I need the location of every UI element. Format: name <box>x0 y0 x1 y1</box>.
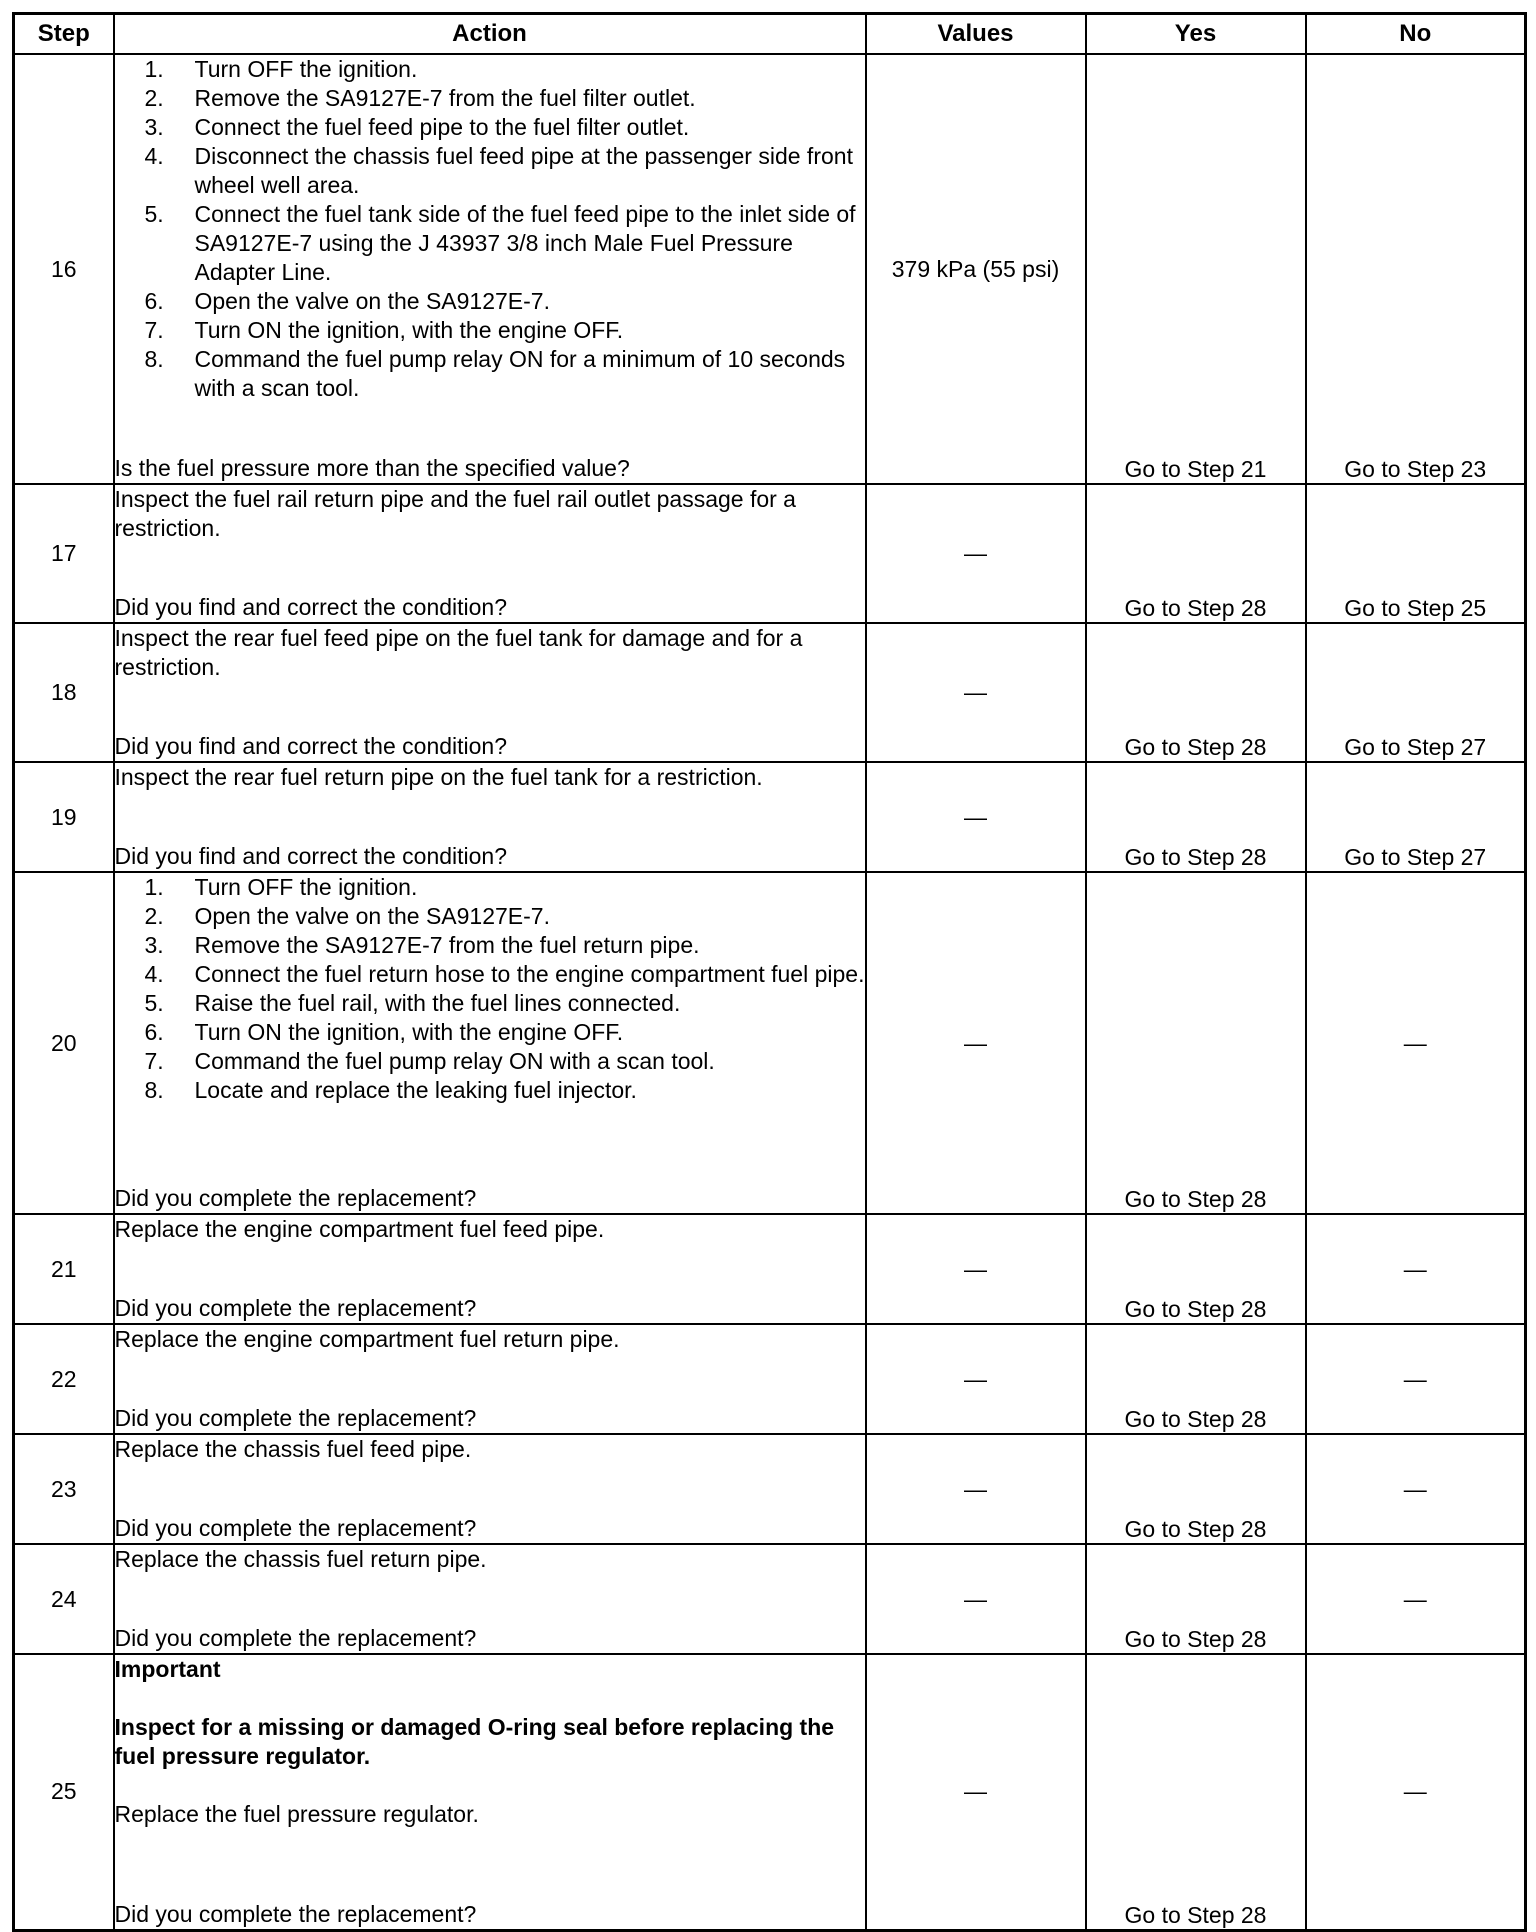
list-item: 4. Connect the fuel return hose to the engine compartment fuel pipe. <box>144 961 865 987</box>
important-text: Inspect for a missing or damaged O-ring seal before replacing the fuel pressure regulator. <box>114 1714 835 1769</box>
step-number: 18 <box>14 623 114 762</box>
header-action: Action <box>114 14 866 55</box>
action-cell <box>114 1214 866 1324</box>
list-item: 1. Turn OFF the ignition. <box>144 874 418 900</box>
no-cell: Go to Step 25 <box>1306 484 1526 623</box>
yes-cell: Go to Step 28 <box>1086 1324 1306 1434</box>
table-row <box>14 1434 1526 1544</box>
action-cell <box>114 872 866 1214</box>
table-row <box>14 484 1526 623</box>
question-text: Did you complete the replacement? <box>114 1185 477 1211</box>
value-cell: — <box>866 872 1086 1214</box>
question-text: Did you complete the replacement? <box>114 1405 477 1431</box>
question-text: Did you find and correct the condition? <box>114 594 508 620</box>
list-item: 7. Turn ON the ignition, with the engine OFF. <box>144 317 624 343</box>
header-values: Values <box>866 14 1086 55</box>
action-cell <box>114 1324 866 1434</box>
list-item: 5. Connect the fuel tank side of the fuel feed pipe to the inlet side of SA9127E-7 using the J 43937 3/8 inch Male Fuel Pressure Adapter Line. <box>144 201 856 285</box>
action-text: Replace the chassis fuel feed pipe. <box>114 1436 472 1462</box>
substep-list <box>115 55 865 403</box>
yes-cell: Go to Step 21 <box>1086 54 1306 484</box>
question-text: Is the fuel pressure more than the specified value? <box>114 455 630 481</box>
action-cell <box>114 1434 866 1544</box>
list-item: 7. Command the fuel pump relay ON with a scan tool. <box>144 1048 715 1074</box>
yes-cell: Go to Step 28 <box>1086 872 1306 1214</box>
list-item: 1. Turn OFF the ignition. <box>144 56 418 82</box>
step-number: 25 <box>14 1654 114 1930</box>
no-cell: — <box>1306 1654 1526 1930</box>
important-label: Important <box>114 1656 221 1682</box>
yes-cell: Go to Step 28 <box>1086 623 1306 762</box>
question-text: Did you complete the replacement? <box>114 1625 477 1651</box>
table-row <box>14 872 1526 1214</box>
yes-cell: Go to Step 28 <box>1086 1214 1306 1324</box>
step-number: 21 <box>14 1214 114 1324</box>
list-item: 3. Connect the fuel feed pipe to the fuel filter outlet. <box>144 114 690 140</box>
action-text: Replace the fuel pressure regulator. <box>114 1801 479 1827</box>
question-text: Did you complete the replacement? <box>114 1900 477 1927</box>
value-cell: — <box>866 1654 1086 1930</box>
table-row <box>14 623 1526 762</box>
action-text: Replace the engine compartment fuel feed pipe. <box>114 1216 605 1242</box>
yes-cell: Go to Step 28 <box>1086 762 1306 872</box>
list-item: 6. Open the valve on the SA9127E-7. <box>144 288 550 314</box>
value-cell: — <box>866 623 1086 762</box>
action-cell <box>114 762 866 872</box>
action-text: Replace the engine compartment fuel return pipe. <box>114 1326 620 1352</box>
table-row <box>14 762 1526 872</box>
action-text: Replace the chassis fuel return pipe. <box>114 1546 487 1572</box>
substep-list <box>115 873 865 1105</box>
action-cell <box>114 484 866 623</box>
value-cell: — <box>866 1324 1086 1434</box>
action-cell <box>114 1654 866 1930</box>
value-cell: — <box>866 1434 1086 1544</box>
list-item: 5. Raise the fuel rail, with the fuel lines connected. <box>144 990 681 1016</box>
step-number: 16 <box>14 54 114 484</box>
no-cell: — <box>1306 1544 1526 1654</box>
no-cell: Go to Step 23 <box>1306 54 1526 484</box>
value-cell: — <box>866 1214 1086 1324</box>
yes-cell: Go to Step 28 <box>1086 484 1306 623</box>
no-cell: Go to Step 27 <box>1306 623 1526 762</box>
list-item: 8. Locate and replace the leaking fuel injector. <box>144 1077 637 1103</box>
list-item: 6. Turn ON the ignition, with the engine OFF. <box>144 1019 624 1045</box>
table-row <box>14 1544 1526 1654</box>
question-text: Did you find and correct the condition? <box>114 733 508 759</box>
header-no: No <box>1306 14 1526 55</box>
header-step: Step <box>14 14 114 55</box>
table-row <box>14 1654 1526 1930</box>
action-cell <box>114 54 866 484</box>
step-number: 19 <box>14 762 114 872</box>
step-number: 17 <box>14 484 114 623</box>
table-row <box>14 1324 1526 1434</box>
no-cell: — <box>1306 872 1526 1214</box>
step-number: 23 <box>14 1434 114 1544</box>
question-text: Did you complete the replacement? <box>114 1515 477 1541</box>
yes-cell: Go to Step 28 <box>1086 1654 1306 1930</box>
value-cell: — <box>866 1544 1086 1654</box>
question-text: Did you find and correct the condition? <box>114 843 508 869</box>
value-cell: — <box>866 484 1086 623</box>
no-cell: Go to Step 27 <box>1306 762 1526 872</box>
list-item: 2. Open the valve on the SA9127E-7. <box>144 903 550 929</box>
step-number: 22 <box>14 1324 114 1434</box>
action-cell <box>114 1544 866 1654</box>
step-number: 20 <box>14 872 114 1214</box>
header-row <box>14 14 1526 55</box>
no-cell: — <box>1306 1324 1526 1434</box>
list-item: 8. Command the fuel pump relay ON for a minimum of 10 seconds with a scan tool. <box>144 346 846 401</box>
action-text: Inspect the rear fuel feed pipe on the fuel tank for damage and for a restriction. <box>114 625 803 680</box>
diagnostic-table <box>12 12 1527 1932</box>
value-cell: 379 kPa (55 psi) <box>866 54 1086 484</box>
list-item: 2. Remove the SA9127E-7 from the fuel filter outlet. <box>144 85 696 111</box>
no-cell: — <box>1306 1434 1526 1544</box>
table-row <box>14 1214 1526 1324</box>
yes-cell: Go to Step 28 <box>1086 1434 1306 1544</box>
action-text: Inspect the rear fuel return pipe on the fuel tank for a restriction. <box>114 764 763 790</box>
action-text: Inspect the fuel rail return pipe and the fuel rail outlet passage for a restriction. <box>114 486 796 541</box>
list-item: 3. Remove the SA9127E-7 from the fuel return pipe. <box>144 932 700 958</box>
no-cell: — <box>1306 1214 1526 1324</box>
table-row <box>14 54 1526 484</box>
list-item: 4. Disconnect the chassis fuel feed pipe at the passenger side front wheel well area. <box>144 143 853 198</box>
header-yes: Yes <box>1086 14 1306 55</box>
question-text: Did you complete the replacement? <box>114 1295 477 1321</box>
yes-cell: Go to Step 28 <box>1086 1544 1306 1654</box>
value-cell: — <box>866 762 1086 872</box>
action-cell <box>114 623 866 762</box>
step-number: 24 <box>14 1544 114 1654</box>
